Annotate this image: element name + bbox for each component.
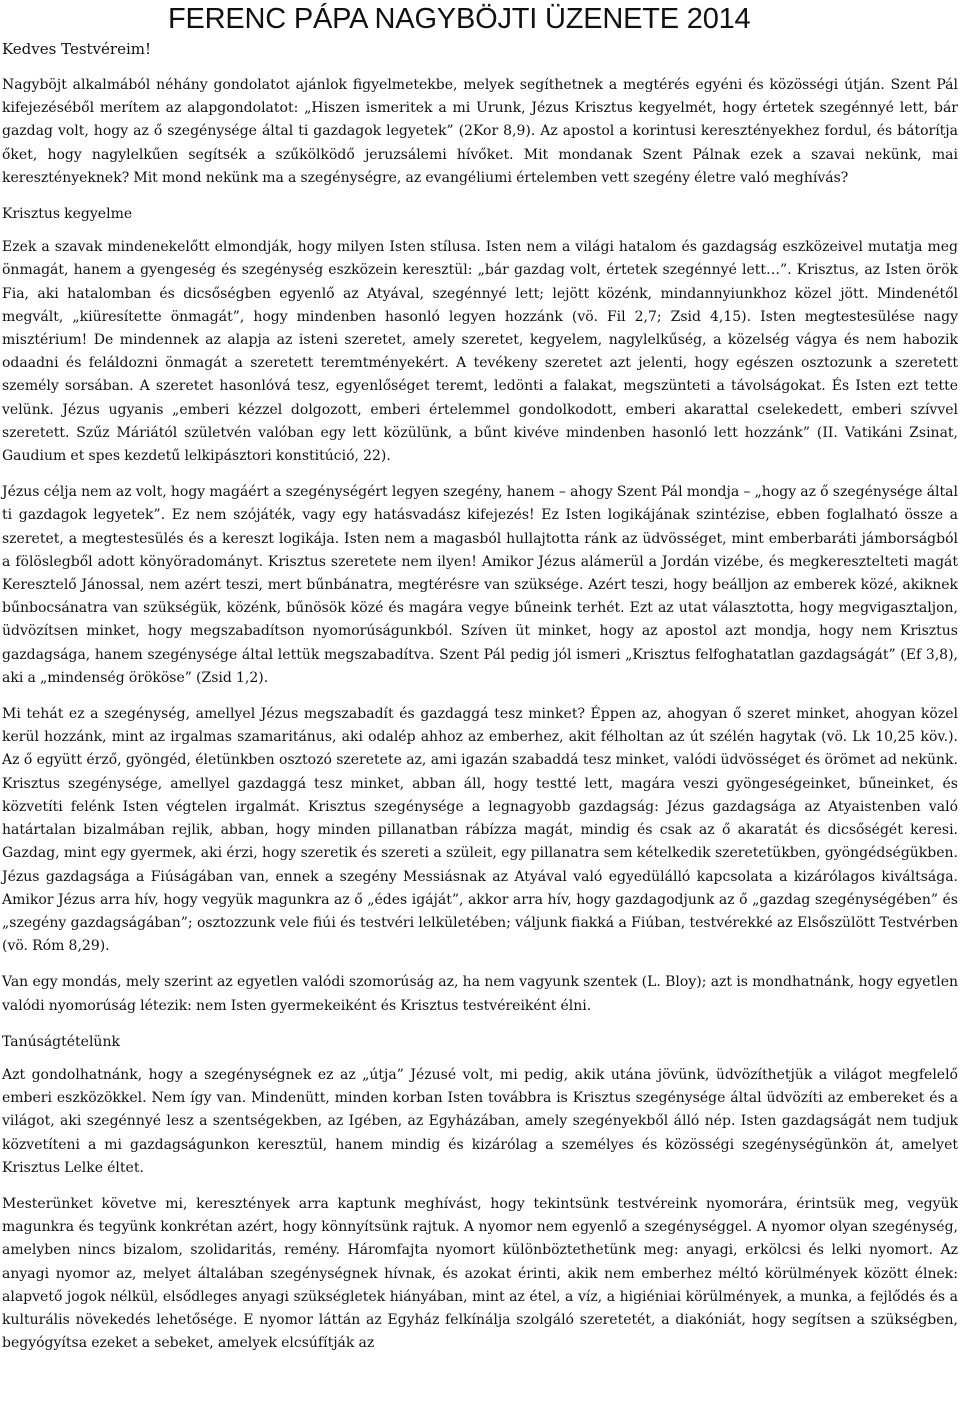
grace-paragraph-2: Jézus célja nem az volt, hogy magáért a szegénységért legyen szegény, hanem – ahogy Szent Pál mondja – „hogy az ő szegénysége által ti gazdagok legyetek”. Ez nem szójáték, vagy egy hatásvadász kifejezés! Ez Isten logikájának szintézise, ebben foglalható össze a szeretet, a megtestesülés és a kereszt logikája. Isten nem a magasból hullajtotta ránk az üdvösséget, mint emberbaráti jámborságból a fölöslegből adott könyöradományt. Krisztus szeretete nem ilyen! Amikor Jézus alámerül a Jordán vizébe, és megkereszteltetі magát Keresztelő Jánossal, nem azért teszi, mert bűnbánatra, megtérésre van szüksége. Azért teszi, hogy beálljon az emberek közé, akiknek bűnbocsánatra van szükségük, közénk, bűnösök közé és magára vegye bűneink terhét. Ezt az utat választotta, hogy megvigasztaljon, üdvözítsen minket, hogy megszabadítson nyomorúságunkból. Szíven üt minket, hogy az apostol azt mondja, hogy nem Krisztus gazdagsága, hanem szegénysége által lettük megszabadítva. Szent Pál pedig jól ismeri „Krisztus felfoghatatlan gazdagságát” (Ef 3,8), aki a „mindenség örököse” (Zsid 1,2). <box>2 484 958 686</box>
witness-paragraph-1: Azt gondolhatnánk, hogy a szegénységnek ez az „útja” Jézusé volt, mi pedig, akik utána jövünk, üdvözíthetjük a világot megfelelő emberi eszközökkel. Nem így van. Mindenütt, minden korban Isten továbbra is Krisztus szegénysége által üdvözíti az embereket és a világot, aki szegénnyé lesz a szentségekben, az Igében, az Egyházában, amely szegényekből álló nép. Isten gazdagságát nem tudjuk közvetíteni a mi gazdagságunkon keresztül, hanem mindig és kizárólag a személyes és közösségi szegénységünkön át, amelyet Krisztus Lelke éltet. <box>2 1066 958 1176</box>
grace-paragraph-4: Van egy mondás, mely szerint az egyetlen valódi szomorúság az, ha nem vagyunk szentek (L. Bloy); azt is mondhatnánk, hogy egyetlen valódi nyomorúság létezik: nem Isten gyermekeiként és Krisztus testvéreiként élni. <box>2 974 958 1014</box>
intro-paragraph: Nagyböjt alkalmából néhány gondolatot ajánlok figyelmetekbe, melyek segíthetnek a megtérés egyéni és közösségi útján. Szent Pál kifejezéséből merítem az alapgondolatot: „Hiszen ismeritek a mi Urunk, Jézus Krisztus kegyelmét, hogy értetek szegénnyé lett, bár gazdag volt, hogy az ő szegénysége által ti gazdagok legyetek” (2Kor 8,9). Az apostol a korintusi keresztényekhez fordul, és bátorítja őket, hogy nagylelkűen segítsék a szűkölködő jeruzsálemi hívőket. Mit mondanak Szent Pálnak ezek a szavai nekünk, mai keresztényeknek? Mit mond nekünk ma a szegénységre, az evangéliumi értelemben vett szegény életre való meghívás? <box>2 77 958 186</box>
section-heading-witness: Tanúságtételünk <box>2 1033 120 1050</box>
section-heading-grace: Krisztus kegyelme <box>2 206 133 223</box>
witness-paragraph-2: Mesterünket követve mi, keresztények arra kaptunk meghívást, hogy tekintsünk testvéreink nyomorára, érintsük meg, vegyük magunkra és tegyünk konkrétan azért, hogy könnyítsünk rajtuk. A nyomor nem egyenlő a szegénységgel. A nyomor olyan szegénység, amelyben nincs bizalom, szolidaritás, remény. Háromfajta nyomort különböztethetünk meg: anyagi, erkölcsi és lelki nyomort. Az anyagi nyomor az, melyet általában szegénységnek hívnak, és azokat érinti, akik nem emberhez méltó körülmények között élnek: alapvető jogok nélkül, elsődleges anyagi szükségletek hiányában, mint az étel, a víz, a higiéniai körülmények, a munka, a fejlődés és a kulturális növekedés lehetősége. E nyomor láttán az Egyház felkínálja szolgáló szeretetét, a diakóniát, hogy segítsen a szükségben, begyógyítsa ezeket a sebeket, amelyek elcsúfítják az <box>2 1195 958 1352</box>
grace-paragraph-3: Mi tehát ez a szegénység, amellyel Jézus megszabadít és gazdaggá tesz minket? Éppen az, ahogyan ő szeret minket, ahogyan közel kerül hozzánk, mint az irgalmas szamaritánus, aki odalép ahhoz az emberhez, akit félholtan az út szélén hagytak (vö. Lk 10,25 köv.). Az ő együtt érző, gyöngéd, életünkben osztozó szeretete az, ami igazán szabaddá tesz minket, valódi üdvösséget és örömet ad nekünk. Krisztus szegénysége, amellyel gazdaggá tesz minket, abban áll, hogy testté lett, magára veszi gyöngeségeinket, bűneinket, és közvetíti felénk Isten végtelen irgalmát. Krisztus szegénysége a legnagyobb gazdagság: Jézus gazdagsága az Atyaistenben való határtalan bizalmában rejlik, abban, hogy minden pillanatban rábízza magát, mindig és csak az ő akaratát és dicsőségét keresi. Gazdag, mint egy gyermek, aki érzi, hogy szeretik és szereti a szüleit, egy pillanatra sem kételkedik szeretetükben, gyöngédségükben. Jézus gazdagsága a Fiúságában van, ennek a szegény Messiásnak az Atyával való egyedülálló kapcsolata a kizárólagos kiváltsága. Amikor Jézus arra hív, hogy vegyük magunkra az ő „édes igáját”, akkor arra hív, hogy gazdagodjunk az ő „gazdag szegénységében” és „szegény gazdagságában”; osztozzunk vele fiúi és testvéri lelkületében; váljunk fiakká a Fiúban, testvérekké az Elsőszülött Testvérben (vö. Róm 8,29). <box>2 706 958 955</box>
document-body <box>2 74 958 1355</box>
grace-paragraph-1: Ezek a szavak mindenekelőtt elmondják, hogy milyen Isten stílusa. Isten nem a világi hatalom és gazdagság eszközeivel mutatja meg önmagát, hanem a gyengeség és szegénység eszközein keresztül: „bár gazdag volt, értetek szegénnyé lett…”. Krisztus, az Isten örök Fia, aki hatalomban és dicsőségben egyenlő az Atyával, szegénnyé lett; lejött közénk, mindannyiunkhoz közel jött. Mindenétől megvált, „kiüresítette önmagát”, hogy mindenben hasonló legyen hozzánk (vö. Fil 2,7; Zsid 4,15). Isten megtestesülése nagy misztérium! De mindennek az alapja az isteni szeretet, amely szeretet, kegyelem, nagylelkűség, a közelség vágya és nem habozik odaadni és feláldozni önmagát a szeretett teremtményekért. A tevékeny szeretet azt jelenti, hogy egészen osztozunk a szeretett személy sorsában. A szeretet hasonlóvá tesz, egyenlőséget teremt, ledönti a falakat, megszünteti a távolságokat. És Isten ezt tette velünk. Jézus ugyanis „emberi kézzel dolgozott, emberi értelemmel gondolkodott, emberi akarattal cselekedett, emberi szívvel szeretett. Szűz Máriától születvén valóban egy lett közülünk, a bűnt kivéve mindenben hasonló lett hozzánk” (II. Vatikáni Zsinat, Gaudium et spes kezdetű lelkipásztori konstitúció, 22). <box>2 239 958 465</box>
greeting: Kedves Testvéreim! <box>2 40 151 58</box>
document-header <box>0 0 960 66</box>
document-title: FERENC PÁPA NAGYBÖJTI ÜZENETE 2014 <box>168 3 751 35</box>
